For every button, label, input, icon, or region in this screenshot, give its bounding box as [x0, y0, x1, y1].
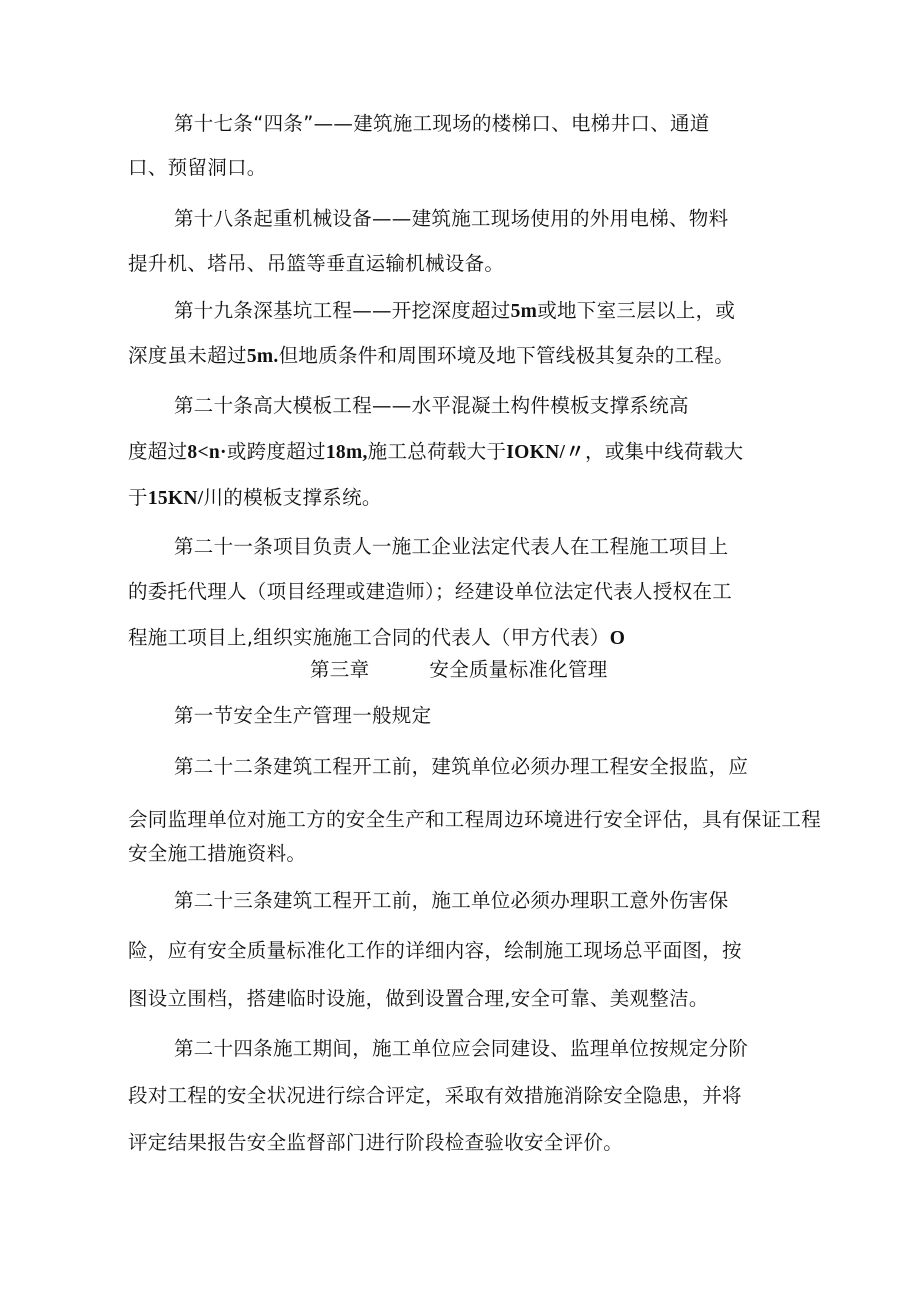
article-24-line-1: 第二十四条施工期间，施工单位应会同建设、监理单位按规定分阶	[174, 1037, 749, 1060]
article-17-line-1: 第十七条“四条”——建筑施工现场的楼梯口、电梯井口、通道	[174, 112, 710, 135]
article-22-line-3: 安全施工措施资料。	[128, 842, 307, 865]
article-23-line-1: 第二十三条建筑工程开工前，施工单位必须办理职工意外伤害保	[174, 889, 729, 912]
chapter-number: 第三章	[310, 658, 370, 681]
article-17-line-2: 口、预留洞口。	[128, 156, 267, 179]
article-23-line-3: 图设立围档，搭建临时设施，做到设置合理,安全可靠、美观整洁。	[128, 987, 709, 1010]
chapter-heading	[310, 658, 608, 682]
article-18-line-2: 提升机、塔吊、吊篮等垂直运输机械设备。	[128, 252, 505, 275]
article-23-line-2: 险，应有安全质量标准化工作的详细内容，绘制施工现场总平面图，按	[128, 939, 742, 962]
article-22-line-2: 会同监理单位对施工方的安全生产和工程周边环境进行安全评估，具有保证工程	[128, 808, 822, 831]
article-20-line-3: 于15KN/川的模板支撑系统。	[128, 486, 382, 509]
article-18-line-1: 第十八条起重机械设备——建筑施工现场使用的外用电梯、物料	[174, 207, 729, 230]
article-21-line-1: 第二十一条项目负责人一施工企业法定代表人在工程施工项目上	[174, 535, 729, 558]
chapter-title: 安全质量标准化管理	[429, 658, 608, 681]
article-19-line-1: 第十九条深基坑工程——开挖深度超过5m或地下室三层以上，或	[174, 299, 736, 322]
article-21-line-3: 程施工项目上,组织实施施工合同的代表人（甲方代表）O	[128, 626, 626, 649]
article-24-line-3: 评定结果报告安全监督部门进行阶段检查验收安全评价。	[128, 1131, 624, 1154]
article-21-line-2: 的委托代理人（项目经理或建造师）；经建设单位法定代表人授权在工	[128, 580, 733, 603]
section-heading: 第一节安全生产管理一般规定	[174, 704, 432, 727]
article-19-line-2: 深度虽未超过5m.但地质条件和周围环境及地下管线极其复杂的工程。	[128, 344, 734, 367]
article-20-line-1: 第二十条高大模板工程——水平混凝土构件模板支撑系统高	[174, 394, 689, 417]
article-20-line-2: 度超过8<n·或跨度超过18m,施工总荷载大于IOKN/〃，或集中线荷载大	[128, 440, 744, 463]
article-24-line-2: 段对工程的安全状况进行综合评定，采取有效措施消除安全隐患，并将	[128, 1084, 742, 1107]
article-22-line-1: 第二十二条建筑工程开工前，建筑单位必须办理工程安全报监，应	[174, 755, 749, 778]
